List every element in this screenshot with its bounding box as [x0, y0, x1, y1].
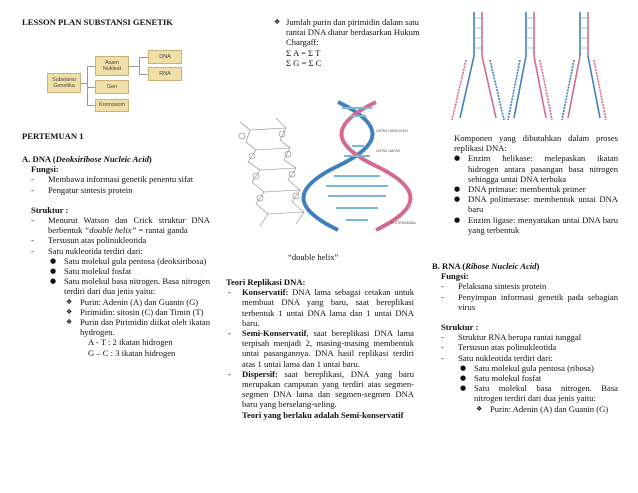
- map-connector: [87, 105, 95, 106]
- map-node-kromosom: Kromosom: [95, 99, 129, 112]
- chargaff-text: ❖ Jumlah purin dan pirimidin dalam satu rantai DNA diatur berdasarkan Hukum Chargaff:: [274, 17, 420, 48]
- chargaff-eq-at: Σ A = Σ T: [286, 47, 321, 58]
- map-node-asam-nukleat: Asam Nukleat: [95, 56, 129, 76]
- helix-label: LEPAS HIDROGEN: [376, 129, 408, 133]
- rna-fungsi-label: Fungsi:: [441, 271, 469, 282]
- teori-dispersif: - Dispersif: saat bereplikasi, DNA yang baru merupakan campuran yang terdiri atas segmen-segmen DNA lama dan segmen-segmen DNA baru yang berselang-seling.: [228, 368, 414, 410]
- nukleotida-item: ● Satu molekul gula pentosa (deoksiribosa): [50, 255, 207, 266]
- rna-nukleotida-item: ● Satu molekul basa nitrogen. Basa nitrogen terdiri dari dua jenis yaitu:: [460, 383, 618, 404]
- dna-fungsi-label: Fungsi:: [31, 164, 59, 175]
- chargaff-eq-gc: Σ G = Σ C: [286, 57, 322, 68]
- map-connector: [87, 66, 88, 106]
- map-connector: [87, 87, 95, 88]
- map-node-rna: RNA: [148, 67, 182, 81]
- dna-replication-illustration: [434, 8, 618, 126]
- teori-semi-konservatif: - Semi-Konservatif, saat bereplikasi DNA lama terpisah menjadi 2, masing-masing membentuk untai pasangannya. DNA hasil replikasi terdiri atas 1 untai lama dan 1 untai baru.: [228, 328, 414, 369]
- map-node-gen: Gen: [95, 80, 129, 94]
- map-connector: [139, 57, 148, 58]
- komponen-heading: Komponen yang dibutuhkan dalam proses replikasi DNA:: [454, 133, 618, 154]
- rna-basa-item: ❖ Purin: Adenin (A) dan Guanin (G): [476, 403, 609, 414]
- nukleotida-item: ● Satu molekul basa nitrogen. Basa nitrogen terdiri dari dua jenis yaitu:: [50, 276, 210, 297]
- teori-heading: Teori Replikasi DNA:: [226, 277, 306, 287]
- rna-struktur-label: Struktur :: [441, 322, 479, 333]
- basa-item: ❖ Purin dan Pirimidin diikat oleh ikatan hydrogen.: [66, 317, 210, 338]
- map-connector: [139, 74, 148, 75]
- map-node-substansi: Substansi Genetika: [47, 73, 81, 93]
- double-helix-drawing: [304, 102, 411, 230]
- nucleotide-chain-drawing: [239, 118, 304, 226]
- section-rna: [432, 261, 618, 414]
- rna-fungsi-item: - Pelaksana sintesis protein: [441, 281, 547, 292]
- dna-struktur-item: - Satu nukleotida terdiri dari:: [31, 245, 143, 256]
- helix-caption: “double helix”: [288, 252, 339, 262]
- dna-fungsi-item: - Membawa informasi genetik penentu sifat: [31, 174, 194, 185]
- section-teori-replikasi: [226, 277, 414, 420]
- rna-struktur-item: - Struktur RNA berupa rantai tunggal: [441, 332, 582, 343]
- dna-struktur-item: - Tersusun atas polinukleotida: [31, 235, 147, 246]
- rna-heading: B. RNA (Ribose Nucleic Acid): [432, 261, 540, 271]
- helix-label: LEPAS NAPAS: [376, 149, 401, 153]
- dna-struktur-label: Struktur :: [31, 204, 69, 215]
- dna-structure-illustration: [226, 100, 416, 248]
- rna-nukleotida-item: ● Satu molekul fosfat: [460, 373, 542, 384]
- section-dna: [22, 154, 210, 358]
- dna-fungsi-item: - Pengatur sintesis protein: [31, 184, 133, 195]
- page-title: LESSON PLAN SUBSTANSI GENETIK: [22, 17, 173, 27]
- rna-struktur-item: - Satu nukleotida terdiri dari:: [441, 352, 553, 363]
- pertemuan-heading: PERTEMUAN 1: [22, 131, 84, 141]
- teori-berlaku: Teori yang berlaku adalah Semi-konservatif: [242, 409, 404, 420]
- basa-item: ❖ Pirimidin: sitosin (C) dan Timin (T): [66, 306, 204, 317]
- basa-item: ❖ Purin: Adenin (A) dan Guanin (G): [66, 296, 199, 307]
- chargaff-block: [274, 17, 424, 68]
- nukleotida-item: ● Satu molekul fosfat: [50, 266, 132, 277]
- komponen-replikasi: [454, 133, 618, 235]
- pair-gc: G – C : 3 ikatan hidrogen: [88, 347, 176, 358]
- enzim-item: ● Enzim helikase: melepaskan ikatan hidrogen antara pasangan basa nitrogen sehingga untai DNA terbuka: [454, 153, 618, 184]
- helix-label: EKSTERAMINA: [390, 221, 416, 225]
- enzim-item: ● Enzim ligase: menyatukan untai DNA baru yang terbentuk: [454, 214, 618, 235]
- dna-struktur-item: - Menurut Watson dan Crick struktur DNA berbentuk “double helix” = rantai ganda: [31, 215, 210, 236]
- rna-struktur-item: - Tersusun atas polinukleotida: [441, 342, 557, 353]
- map-node-dna: DNA: [148, 50, 182, 64]
- dna-heading: A. DNA (Deoksiribose Nucleic Acid): [22, 154, 152, 164]
- map-connector: [139, 57, 140, 75]
- pair-at: A - T : 2 ikatan hidrogen: [88, 337, 173, 348]
- rna-nukleotida-item: ● Satu molekul gula pentosa (ribosa): [460, 362, 594, 373]
- enzim-item: ● DNA polimerase: membentuk untai DNA baru: [454, 194, 618, 215]
- map-connector: [87, 66, 95, 67]
- rna-fungsi-item: - Penyimpan informasi genetik pada sebagian virus: [441, 291, 618, 312]
- enzim-item: ● DNA primase: membentuk primer: [454, 184, 586, 195]
- teori-konservatif: - Konservatif: DNA lama sebagai cetakan untuk membuat DNA yang baru, saat bereplikasi terbentuk 1 untai DNA lama dan 1 untai DNA baru.: [228, 287, 414, 328]
- map-connector: [129, 66, 139, 67]
